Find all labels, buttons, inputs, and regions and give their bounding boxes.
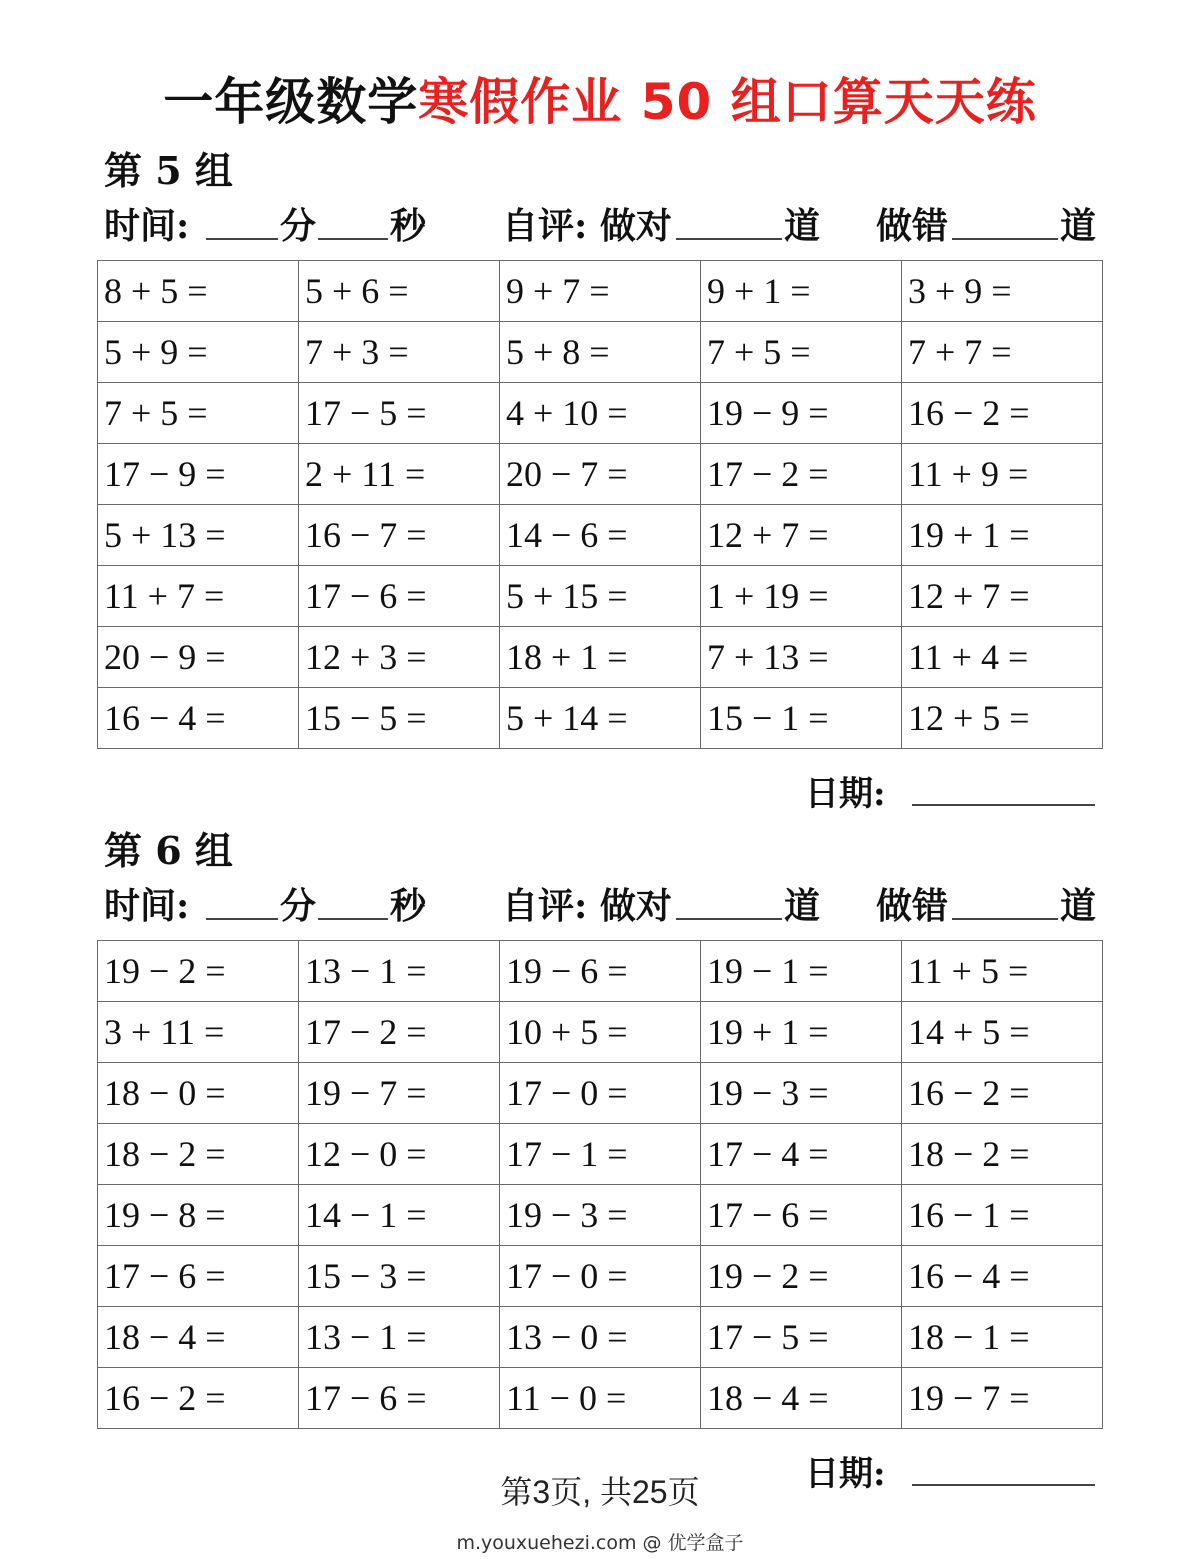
problem-cell[interactable]: 2 + 11 = <box>299 444 500 505</box>
wrong-count-blank[interactable] <box>952 238 1058 240</box>
table-row <box>98 941 1103 1002</box>
minute-label: 分 <box>280 205 317 247</box>
site-watermark: m.youxuehezi.com @ 优学盒子 <box>456 1532 744 1554</box>
table-row <box>98 1307 1103 1368</box>
problem-cell[interactable]: 17 − 6 = <box>701 1185 902 1246</box>
problem-cell[interactable]: 7 + 5 = <box>701 322 902 383</box>
problem-cell[interactable]: 3 + 9 = <box>902 261 1103 322</box>
wrong-label: 做错 <box>876 205 949 247</box>
problem-cell[interactable]: 12 + 7 = <box>902 566 1103 627</box>
problem-cell[interactable]: 19 + 1 = <box>701 1002 902 1063</box>
problem-cell[interactable]: 17 − 6 = <box>299 1368 500 1429</box>
problem-cell[interactable]: 19 − 2 = <box>98 941 299 1002</box>
problem-cell[interactable]: 19 − 2 = <box>701 1246 902 1307</box>
problem-cell[interactable]: 19 − 9 = <box>701 383 902 444</box>
second-label: 秒 <box>390 205 427 247</box>
problem-cell[interactable]: 17 − 2 = <box>299 1002 500 1063</box>
problem-cell[interactable]: 15 − 1 = <box>701 688 902 749</box>
group-title: 第 6 组 <box>104 828 233 873</box>
correct-count-blank[interactable] <box>676 238 782 240</box>
problem-cell[interactable]: 12 + 3 = <box>299 627 500 688</box>
problem-cell[interactable]: 16 − 2 = <box>98 1368 299 1429</box>
table-row <box>98 1063 1103 1124</box>
problem-cell[interactable]: 17 − 2 = <box>701 444 902 505</box>
problem-cell[interactable]: 20 − 7 = <box>500 444 701 505</box>
problem-cell[interactable]: 4 + 10 = <box>500 383 701 444</box>
problem-cell[interactable]: 17 − 0 = <box>500 1063 701 1124</box>
minutes-blank[interactable] <box>206 238 278 240</box>
problem-cell[interactable]: 7 + 7 = <box>902 322 1103 383</box>
problem-cell[interactable]: 17 − 0 = <box>500 1246 701 1307</box>
problem-cell[interactable]: 17 − 4 = <box>701 1124 902 1185</box>
problem-cell[interactable]: 19 − 8 = <box>98 1185 299 1246</box>
problem-cell[interactable]: 17 − 1 = <box>500 1124 701 1185</box>
problem-grid <box>97 260 1103 749</box>
correct-unit: 道 <box>784 205 821 247</box>
problem-cell[interactable]: 18 − 1 = <box>902 1307 1103 1368</box>
problem-cell[interactable]: 16 − 4 = <box>98 688 299 749</box>
problem-cell[interactable]: 19 − 7 = <box>902 1368 1103 1429</box>
problem-cell[interactable]: 17 − 5 = <box>299 383 500 444</box>
table-row <box>98 1246 1103 1307</box>
problem-cell[interactable]: 13 − 0 = <box>500 1307 701 1368</box>
problem-cell[interactable]: 11 + 5 = <box>902 941 1103 1002</box>
seconds-blank[interactable] <box>318 918 388 920</box>
title-red-part: 寒假作业 50 组口算天天练 <box>418 73 1037 131</box>
problem-cell[interactable]: 8 + 5 = <box>98 261 299 322</box>
problem-cell[interactable]: 12 + 5 = <box>902 688 1103 749</box>
problem-cell[interactable]: 18 − 2 = <box>98 1124 299 1185</box>
seconds-blank[interactable] <box>318 238 388 240</box>
problem-cell[interactable]: 19 − 1 = <box>701 941 902 1002</box>
problem-cell[interactable]: 16 − 4 = <box>902 1246 1103 1307</box>
problem-cell[interactable]: 13 − 1 = <box>299 1307 500 1368</box>
problem-cell[interactable]: 9 + 1 = <box>701 261 902 322</box>
date-label: 日期: <box>805 774 886 814</box>
table-row <box>98 505 1103 566</box>
problem-cell[interactable]: 18 + 1 = <box>500 627 701 688</box>
problem-cell[interactable]: 16 − 2 = <box>902 383 1103 444</box>
problem-cell[interactable]: 12 + 7 = <box>701 505 902 566</box>
problem-cell[interactable]: 11 − 0 = <box>500 1368 701 1429</box>
table-row <box>98 322 1103 383</box>
wrong-unit: 道 <box>1060 885 1097 927</box>
problem-cell[interactable]: 13 − 1 = <box>299 941 500 1002</box>
problem-cell[interactable]: 17 − 9 = <box>98 444 299 505</box>
problem-cell[interactable]: 20 − 9 = <box>98 627 299 688</box>
problem-cell[interactable]: 7 + 13 = <box>701 627 902 688</box>
table-row <box>98 1185 1103 1246</box>
problem-cell[interactable]: 15 − 5 = <box>299 688 500 749</box>
problem-cell[interactable]: 18 − 0 = <box>98 1063 299 1124</box>
problem-cell[interactable]: 12 − 0 = <box>299 1124 500 1185</box>
table-row <box>98 566 1103 627</box>
problem-cell[interactable]: 16 − 1 = <box>902 1185 1103 1246</box>
problem-cell[interactable]: 7 + 5 = <box>98 383 299 444</box>
table-row <box>98 1002 1103 1063</box>
problem-cell[interactable]: 5 + 8 = <box>500 322 701 383</box>
minutes-blank[interactable] <box>206 918 278 920</box>
problem-cell[interactable]: 9 + 7 = <box>500 261 701 322</box>
problem-cell[interactable]: 15 − 3 = <box>299 1246 500 1307</box>
table-row <box>98 261 1103 322</box>
problem-cell[interactable]: 5 + 9 = <box>98 322 299 383</box>
problem-cell[interactable]: 18 − 4 = <box>701 1368 902 1429</box>
problem-cell[interactable]: 5 + 6 = <box>299 261 500 322</box>
problem-cell[interactable]: 7 + 3 = <box>299 322 500 383</box>
problem-cell[interactable]: 3 + 11 = <box>98 1002 299 1063</box>
second-label: 秒 <box>390 885 427 927</box>
problem-cell[interactable]: 11 + 9 = <box>902 444 1103 505</box>
time-label: 时间: <box>104 205 190 247</box>
problem-cell[interactable]: 5 + 13 = <box>98 505 299 566</box>
group-meta-row <box>0 878 1200 928</box>
problem-cell[interactable]: 17 − 6 = <box>299 566 500 627</box>
problem-cell[interactable]: 14 − 6 = <box>500 505 701 566</box>
date-blank[interactable] <box>912 804 1095 806</box>
correct-count-blank[interactable] <box>676 918 782 920</box>
problem-cell[interactable]: 19 + 1 = <box>902 505 1103 566</box>
problem-cell[interactable]: 1 + 19 = <box>701 566 902 627</box>
problem-cell[interactable]: 19 − 7 = <box>299 1063 500 1124</box>
group-meta-row <box>0 198 1200 248</box>
time-label: 时间: <box>104 885 190 927</box>
problem-grid <box>97 940 1103 1429</box>
self-eval-label: 自评: 做对 <box>502 205 672 247</box>
problem-cell[interactable]: 17 − 5 = <box>701 1307 902 1368</box>
correct-unit: 道 <box>784 885 821 927</box>
problem-cell[interactable]: 5 + 15 = <box>500 566 701 627</box>
group-title: 第 5 组 <box>104 148 233 193</box>
wrong-unit: 道 <box>1060 205 1097 247</box>
date-label: 日期: <box>805 1454 886 1494</box>
problem-cell[interactable]: 19 − 6 = <box>500 941 701 1002</box>
wrong-count-blank[interactable] <box>952 918 1058 920</box>
table-row <box>98 1124 1103 1185</box>
problem-cell[interactable]: 14 + 5 = <box>902 1002 1103 1063</box>
problem-cell[interactable]: 19 − 3 = <box>500 1185 701 1246</box>
table-row <box>98 688 1103 749</box>
table-row <box>98 444 1103 505</box>
problem-cell[interactable]: 14 − 1 = <box>299 1185 500 1246</box>
table-row <box>98 1368 1103 1429</box>
table-row <box>98 627 1103 688</box>
page-title <box>0 62 1200 134</box>
problem-cell[interactable]: 11 + 4 = <box>902 627 1103 688</box>
problem-cell[interactable]: 16 − 7 = <box>299 505 500 566</box>
problem-cell[interactable]: 18 − 2 = <box>902 1124 1103 1185</box>
self-eval-label: 自评: 做对 <box>502 885 672 927</box>
problem-cell[interactable]: 18 − 4 = <box>98 1307 299 1368</box>
problem-cell[interactable]: 19 − 3 = <box>701 1063 902 1124</box>
problem-cell[interactable]: 10 + 5 = <box>500 1002 701 1063</box>
problem-cell[interactable]: 5 + 14 = <box>500 688 701 749</box>
wrong-label: 做错 <box>876 885 949 927</box>
page-number: 第3页, 共25页 <box>500 1474 700 1510</box>
problem-cell[interactable]: 11 + 7 = <box>98 566 299 627</box>
title-black-part: 一年级数学 <box>163 73 419 131</box>
problem-cell[interactable]: 17 − 6 = <box>98 1246 299 1307</box>
minute-label: 分 <box>280 885 317 927</box>
problem-cell[interactable]: 16 − 2 = <box>902 1063 1103 1124</box>
table-row <box>98 383 1103 444</box>
